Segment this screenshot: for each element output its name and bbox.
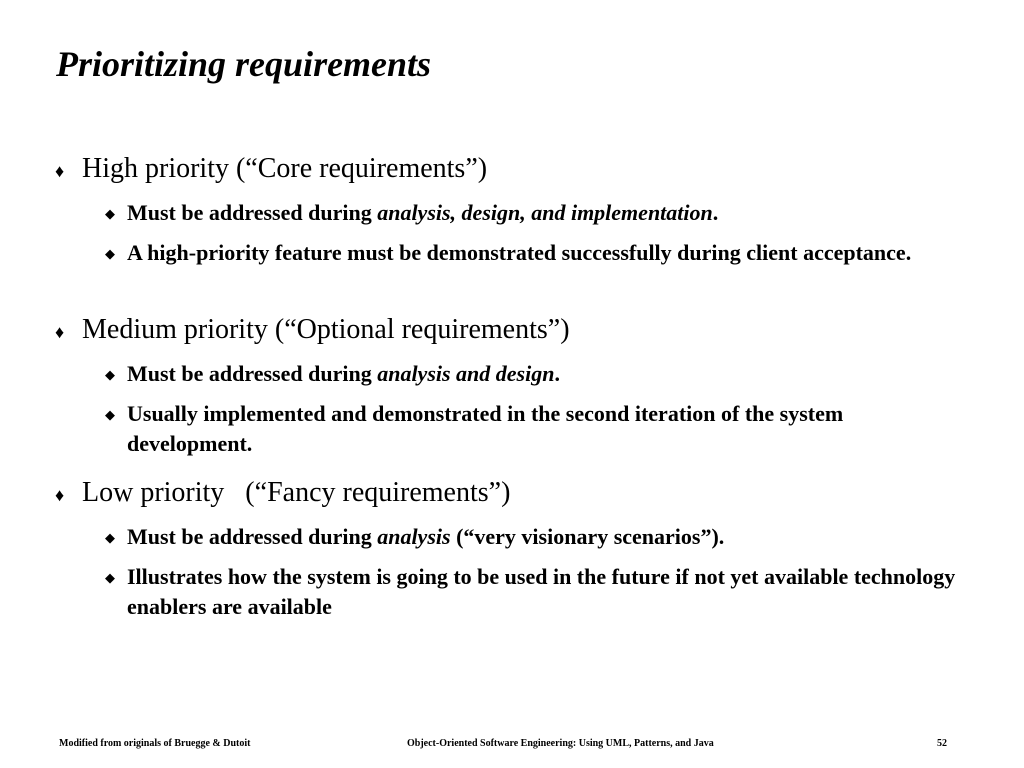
- sub-bullet-marker-icon: ◆: [105, 530, 115, 545]
- sub-bullet-marker-icon: ◆: [105, 206, 115, 221]
- sub-bullet-low-illustrates: Illustrates how the system is going to be used in the future if not yet available technology enablers are available: [127, 564, 956, 619]
- bullet-marker-icon: ♦: [55, 161, 65, 181]
- page-number: 52: [937, 738, 947, 749]
- sub-bullet-high-addressed: Must be addressed during analysis, design, and implementation.: [127, 200, 719, 225]
- sub-bullet-marker-icon: ◆: [105, 246, 115, 261]
- bullet-medium-priority: Medium priority (“Optional requirements”): [82, 314, 570, 345]
- bullet-low-priority: Low priority (“Fancy requirements”): [82, 477, 511, 508]
- bullet-marker-icon: ♦: [55, 322, 65, 342]
- footer-attribution: Modified from originals of Bruegge & Dutoit: [59, 738, 251, 749]
- sub-bullet-high-demonstrated: A high-priority feature must be demonstrated successfully during client acceptance.: [127, 240, 912, 265]
- sub-bullet-marker-icon: ◆: [105, 367, 115, 382]
- sub-bullet-medium-addressed: Must be addressed during analysis and design.: [127, 361, 560, 386]
- bullet-high-priority: High priority (“Core requirements”): [82, 153, 488, 184]
- sub-bullet-medium-implemented: Usually implemented and demonstrated in the second iteration of the system development.: [127, 401, 844, 456]
- slide-title: Prioritizing requirements: [56, 44, 432, 84]
- sub-bullet-marker-icon: ◆: [105, 407, 115, 422]
- sub-bullet-low-addressed: Must be addressed during analysis (“very visionary scenarios”).: [127, 524, 725, 549]
- bullet-marker-icon: ♦: [55, 485, 65, 505]
- footer-book-title: Object-Oriented Software Engineering: Using UML, Patterns, and Java: [407, 738, 714, 749]
- sub-bullet-marker-icon: ◆: [105, 570, 115, 585]
